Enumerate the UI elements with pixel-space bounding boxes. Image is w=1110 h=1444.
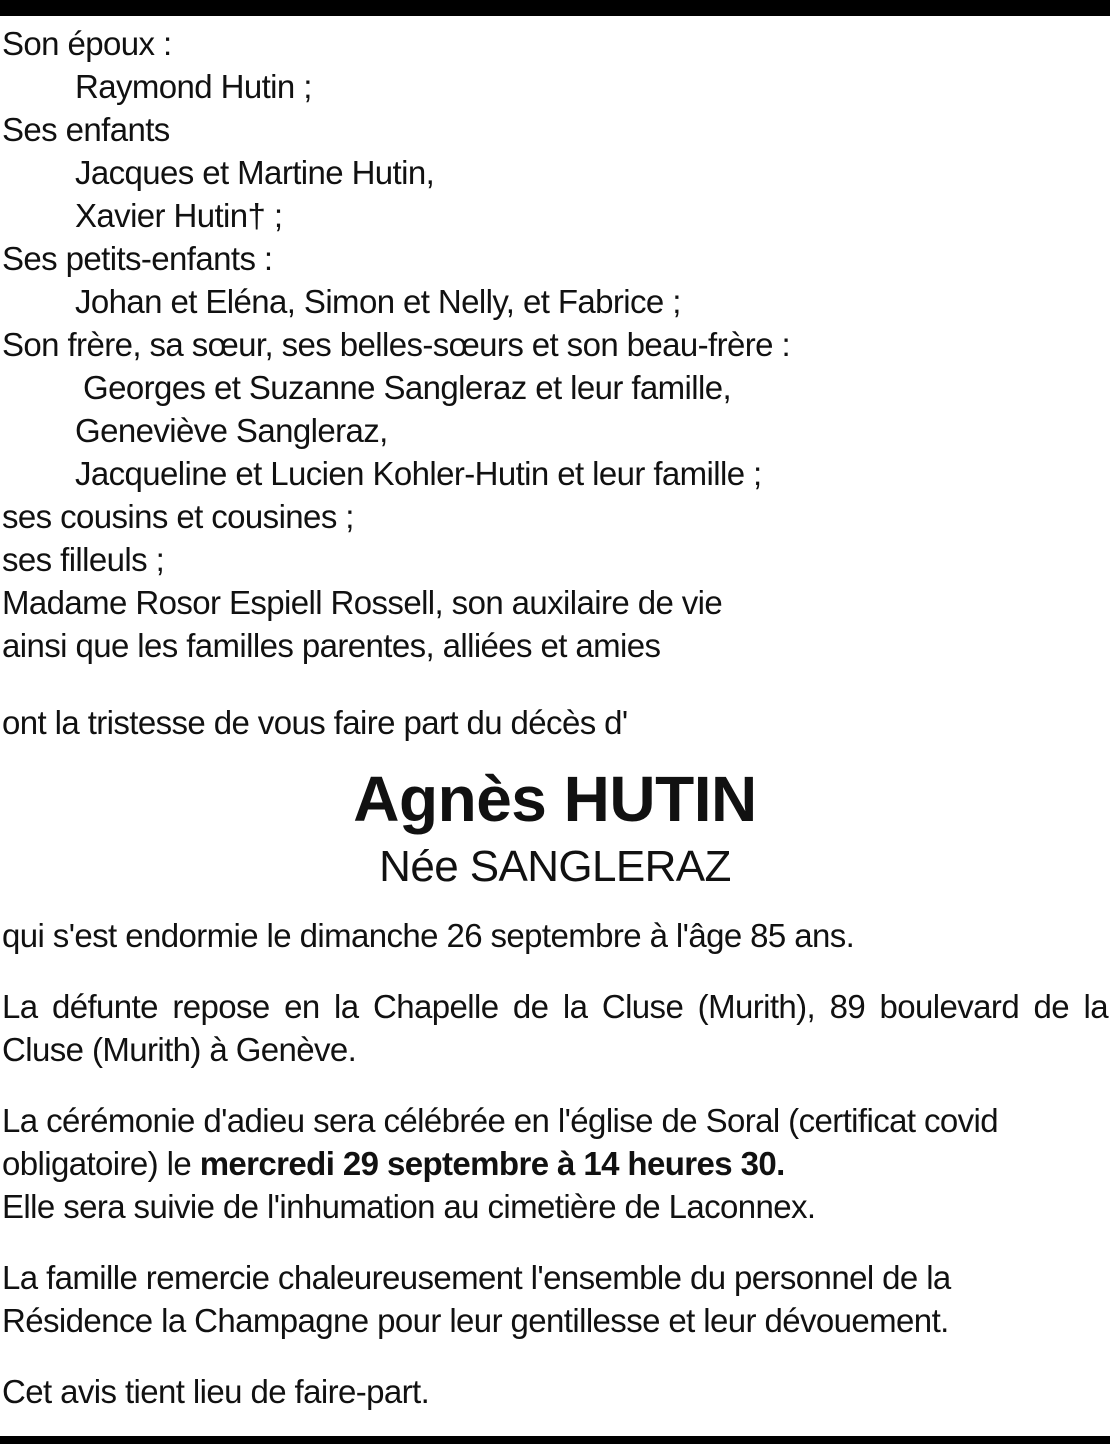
ceremony-line-2: [2, 1142, 1108, 1185]
sibling-entry: Jacqueline et Lucien Kohler-Hutin et leur famille ;: [75, 455, 762, 492]
ceremony-line-1: La cérémonie d'adieu sera célébrée en l'église de Soral (certificat covid: [2, 1102, 999, 1139]
cousins-line: ses cousins et cousines ;: [2, 498, 354, 535]
spouse-heading: Son époux :: [2, 25, 172, 62]
thanks-paragraph: [2, 1256, 1108, 1342]
ceremony-datetime: mercredi 29 septembre à 14 heures 30.: [199, 1145, 785, 1182]
spouse-name: Raymond Hutin ;: [75, 68, 312, 105]
thanks-line-1: La famille remercie chaleureusement l'ensemble du personnel de la: [2, 1259, 951, 1296]
top-border-rule: [0, 0, 1110, 16]
relatives-line: ainsi que les familles parentes, alliées et amies: [2, 627, 661, 664]
death-date-paragraph: [2, 914, 1108, 957]
siblings-heading: Son frère, sa sœur, ses belles-sœurs et son beau-frère :: [2, 326, 791, 363]
repose-paragraph: La défunte repose en la Chapelle de la Cluse (Murith), 89 boulevard de la Cluse (Murith) à Genève.: [2, 988, 1108, 1068]
death-notice: [2, 22, 1108, 1413]
caregiver-line: Madame Rosor Espiell Rossell, son auxilaire de vie: [2, 584, 723, 621]
deceased-maiden-name: Née SANGLERAZ: [379, 842, 731, 891]
ceremony-paragraph: [2, 1099, 1108, 1228]
burial-line: Elle sera suivie de l'inhumation au cimetière de Laconnex.: [2, 1188, 816, 1225]
closing-paragraph: [2, 1370, 1108, 1413]
children-heading: Ses enfants: [2, 111, 170, 148]
child-entry: Jacques et Martine Hutin,: [75, 154, 435, 191]
grandchildren-names: Johan et Eléna, Simon et Nelly, et Fabrice ;: [75, 283, 681, 320]
announcement-line: ont la tristesse de vous faire part du décès d': [2, 704, 628, 741]
deceased-name-block: [2, 764, 1108, 896]
child-entry: Xavier Hutin† ;: [75, 197, 283, 234]
death-date-line: qui s'est endormie le dimanche 26 septembre à l'âge 85 ans.: [2, 917, 855, 954]
sibling-entry: Georges et Suzanne Sangleraz et leur famille,: [83, 369, 732, 406]
grandchildren-heading: Ses petits-enfants :: [2, 240, 273, 277]
closing-line: Cet avis tient lieu de faire-part.: [2, 1373, 430, 1410]
deceased-name: Agnès HUTIN: [353, 763, 757, 835]
thanks-line-2: Résidence la Champagne pour leur gentillesse et leur dévouement.: [2, 1302, 949, 1339]
godchildren-line: ses filleuls ;: [2, 541, 165, 578]
bottom-border-rule: [0, 1436, 1110, 1444]
sibling-entry: Geneviève Sangleraz,: [75, 412, 388, 449]
ceremony-line-2-prefix: obligatoire) le: [2, 1145, 200, 1182]
